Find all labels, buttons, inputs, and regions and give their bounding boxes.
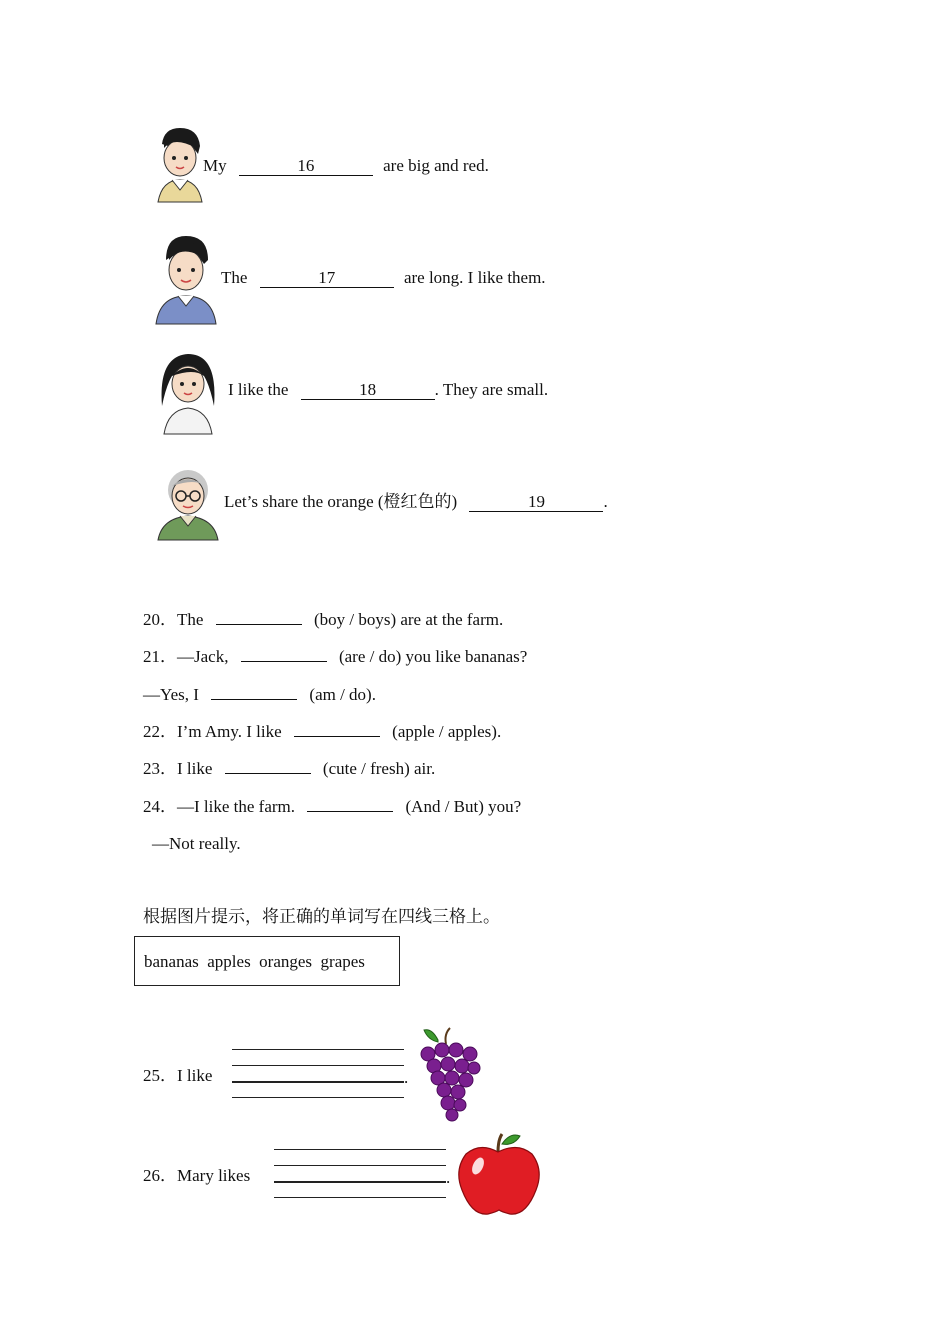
dialogue-line-19: Let’s share the orange (橙红色的) 19 . <box>224 492 608 511</box>
question-24-reply: —Not really. <box>152 834 241 853</box>
grapes-icon <box>416 1026 482 1124</box>
answer-blank-20[interactable] <box>216 624 302 625</box>
apple-icon <box>456 1130 542 1218</box>
man-avatar-icon <box>152 230 220 326</box>
answer-blank-23[interactable] <box>225 773 311 774</box>
four-line-grid-25[interactable] <box>232 1049 404 1099</box>
answer-blank-21b[interactable] <box>211 699 297 700</box>
girl-avatar-icon <box>154 346 224 436</box>
question-21: 21．—Jack, (are / do) you like bananas? <box>143 647 528 666</box>
question-26: 26．Mary likes <box>143 1166 251 1185</box>
grandpa-avatar-icon <box>152 460 224 542</box>
question-25: 25．I like <box>143 1066 213 1085</box>
question-21-reply: —Yes, I (am / do). <box>143 685 376 704</box>
period-26: . <box>446 1168 451 1187</box>
question-23: 23．I like (cute / fresh) air. <box>143 759 436 778</box>
dialogue-line-17: The 17 are long. I like them. <box>221 268 546 287</box>
dialogue-line-16: My 16 are big and red. <box>203 156 489 175</box>
period-25: . <box>404 1068 409 1087</box>
answer-blank-21a[interactable] <box>241 661 327 662</box>
blank-19[interactable]: 19 <box>469 493 603 512</box>
blank-18[interactable]: 18 <box>301 381 435 400</box>
blank-16[interactable]: 16 <box>239 157 373 176</box>
word-bank: bananas apples oranges grapes <box>144 952 365 971</box>
blank-17[interactable]: 17 <box>260 269 394 288</box>
answer-blank-22[interactable] <box>294 736 380 737</box>
answer-blank-24[interactable] <box>307 811 393 812</box>
question-20: 20．The (boy / boys) are at the farm. <box>143 610 504 629</box>
four-line-grid-26[interactable] <box>274 1149 446 1199</box>
question-24: 24．—I like the farm. (And / But) you? <box>143 797 522 816</box>
dialogue-line-18: I like the 18 . They are small. <box>228 380 549 399</box>
question-22: 22．I’m Amy. I like (apple / apples). <box>143 722 502 741</box>
section-instruction: 根据图片提示，将正确的单词写在四线三格上。 <box>143 907 500 926</box>
word-bank-box <box>134 936 400 986</box>
